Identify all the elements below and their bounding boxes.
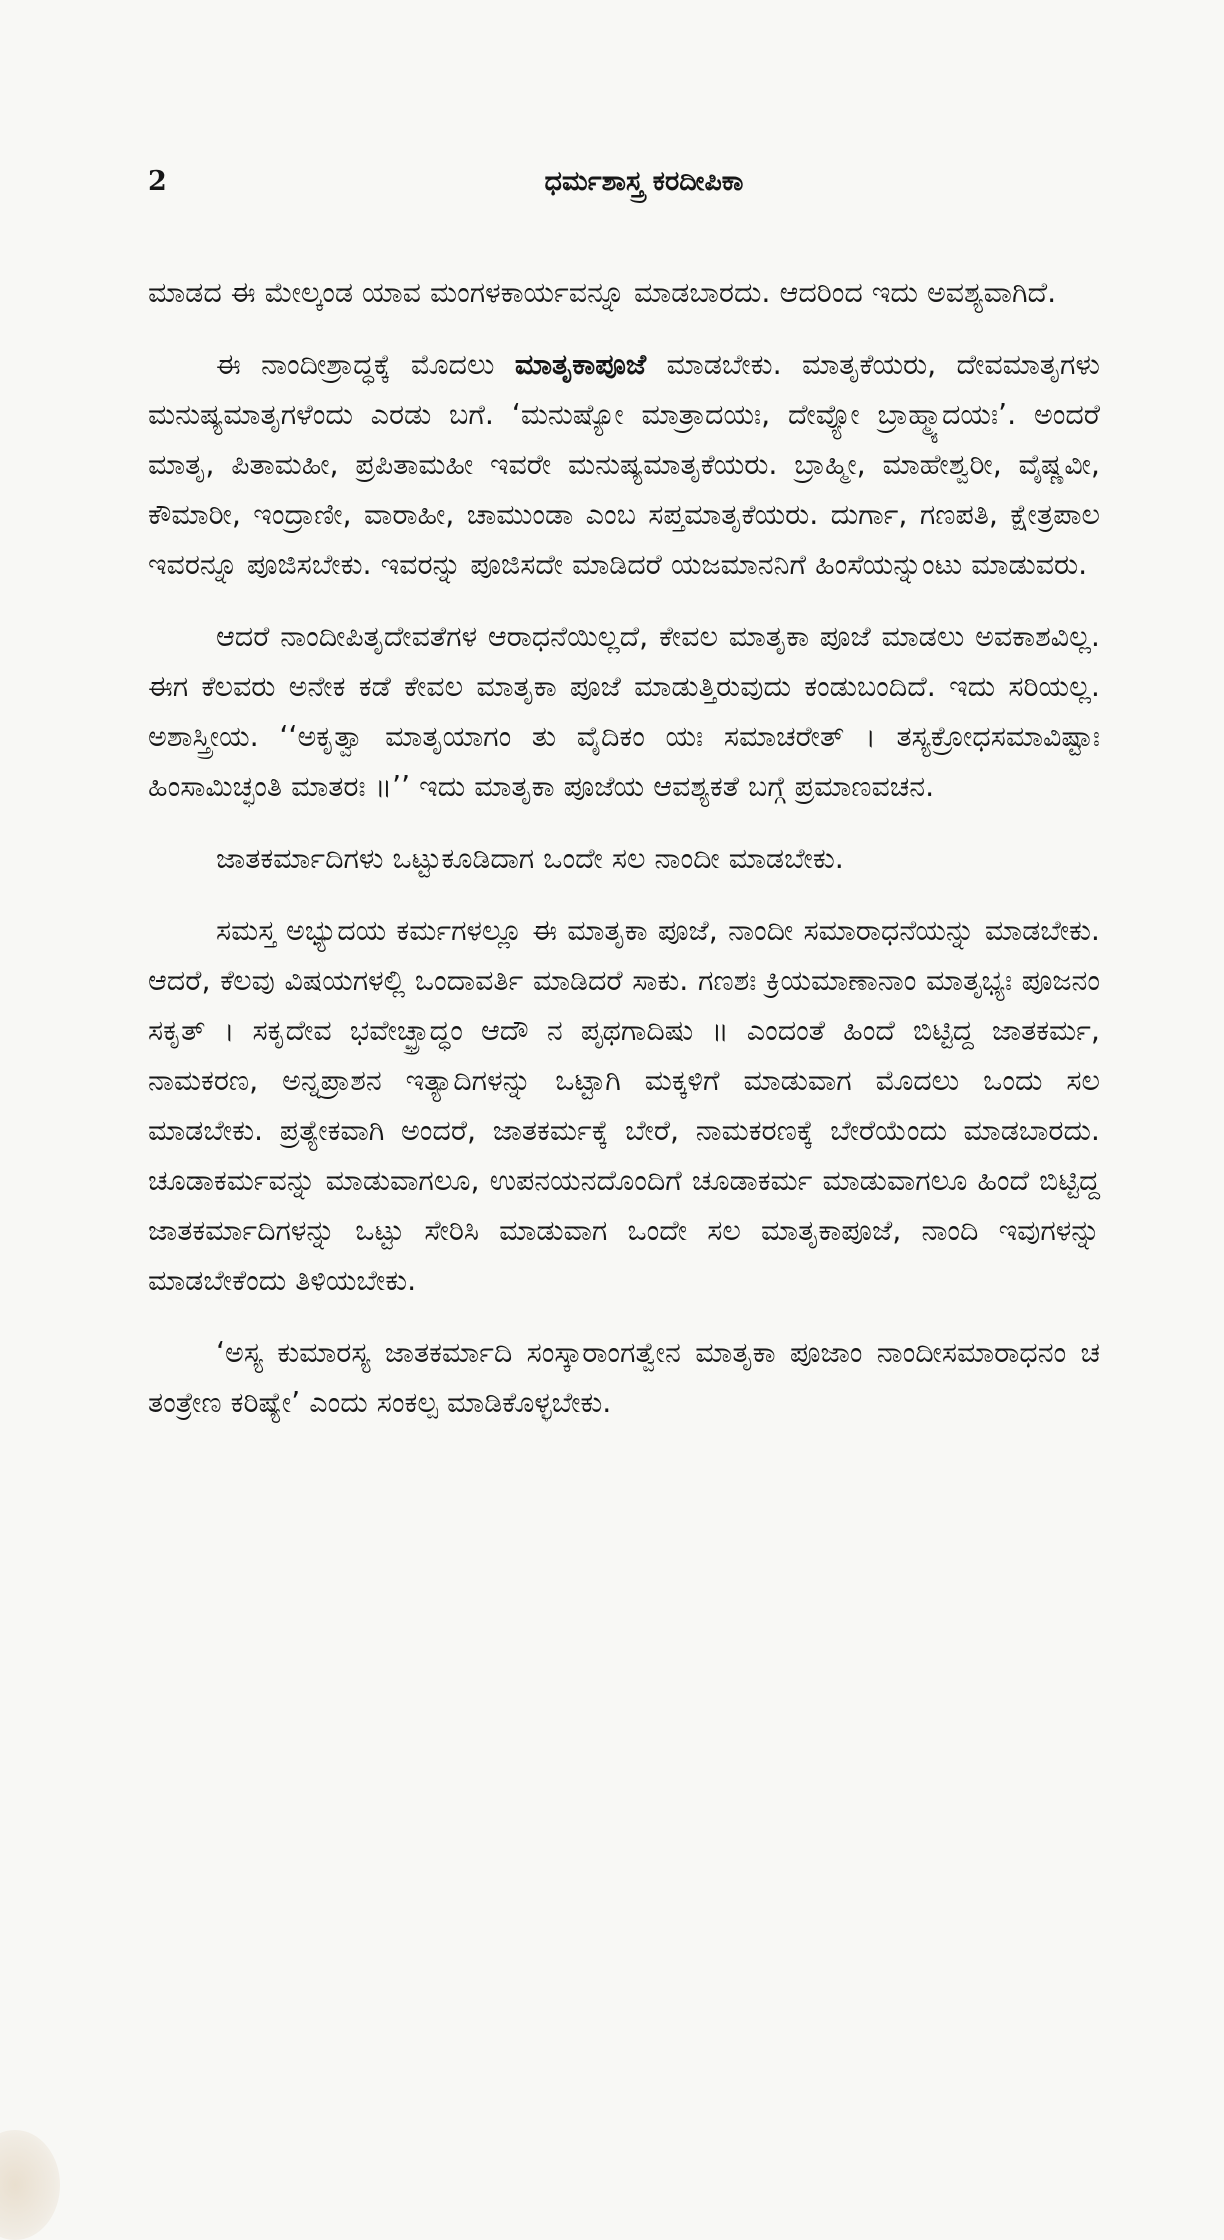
paragraph-sankalpa: ‘ಅಸ್ಯ ಕುಮಾರಸ್ಯ ಜಾತಕರ್ಮಾದಿ ಸಂಸ್ಕಾರಾಂಗತ್ವೇನ ಮಾತೃಕಾ ಪೂಜಾಂ ನಾಂದೀಸಮಾರಾಧನಂ ಚ ತಂತ್ರೇಣ ಕರಿಷ್ಯೇ’ ಎಂದು ಸಂಕಲ್ಪ ಮಾಡಿಕೊಳ್ಳಬೇಕು. xyxy=(148,1336,1100,1419)
paragraph-jatakarma: ಜಾತಕರ್ಮಾದಿಗಳು ಒಟ್ಟುಕೂಡಿದಾಗ ಒಂದೇ ಸಲ ನಾಂದೀ ಮಾಡಬೇಕು. xyxy=(216,842,844,875)
page-header xyxy=(148,166,1100,210)
paragraph-continuation: ಮಾಡದ ಈ ಮೇಲ್ಕಂಡ ಯಾವ ಮಂಗಳಕಾರ್ಯವನ್ನೂ ಮಾಡಬಾರದು. ಆದರಿಂದ ಇದು ಅವಶ್ಯವಾಗಿದೆ. xyxy=(148,276,1057,309)
running-title: ಧರ್ಮಶಾಸ್ತ್ರ ಕರದೀಪಿಕಾ xyxy=(544,166,744,197)
paragraph-nandi-worship: ಆದರೆ ನಾಂದೀಪಿತೃದೇವತೆಗಳ ಆರಾಧನೆಯಿಲ್ಲದೆ, ಕೇವಲ ಮಾತೃಕಾ ಪೂಜೆ ಮಾಡಲು ಅವಕಾಶವಿಲ್ಲ. ಈಗ ಕೆಲವರು ಅನೇಕ ಕಡೆ ಕೇವಲ ಮಾತೃಕಾ ಪೂಜೆ ಮಾಡುತ್ತಿರುವುದು ಕಂಡುಬಂದಿದೆ. ಇದು ಸರಿಯಲ್ಲ. ಅಶಾಸ್ತ್ರೀಯ. ‘‘ಅಕೃತ್ವಾ ಮಾತೃಯಾಗಂ ತು ವೈದಿಕಂ ಯಃ ಸಮಾಚರೇತ್ । ತಸ್ಯಕ್ರೋಧಸಮಾವಿಷ್ಟಾಃ ಹಿಂಸಾಮಿಚ್ಛಂತಿ ಮಾತರಃ ॥’’ ಇದು ಮಾತೃಕಾ ಪೂಜೆಯ ಆವಶ್ಯಕತೆ ಬಗ್ಗೆ ಪ್ರಮಾಣವಚನ. xyxy=(148,620,1100,803)
page-body xyxy=(148,268,1100,1450)
paragraph-text-after: ಮಾಡಬೇಕು. ಮಾತೃಕೆಯರು, ದೇವಮಾತೃಗಳು ಮನುಷ್ಯಮಾತೃಗಳೆಂದು ಎರಡು ಬಗೆ. ‘ಮನುಷ್ಯೋ ಮಾತ್ರಾದಯಃ, ದೇವ್ಯೋ ಬ್ರಾಹ್ಮ್ಯಾದಯಃ’. ಅಂದರೆ ಮಾತೃ, ಪಿತಾಮಹೀ, ಪ್ರಪಿತಾಮಹೀ ಇವರೇ ಮನುಷ್ಯಮಾತೃಕೆಯರು. ಬ್ರಾಹ್ಮೀ, ಮಾಹೇಶ್ವರೀ, ವೈಷ್ಣವೀ, ಕೌಮಾರೀ, ಇಂದ್ರಾಣೀ, ವಾರಾಹೀ, ಚಾಮುಂಡಾ ಎಂಬ ಸಪ್ತಮಾತೃಕೆಯರು. ದುರ್ಗಾ, ಗಣಪತಿ, ಕ್ಷೇತ್ರಪಾಲ ಇವರನ್ನೂ ಪೂಜಿಸಬೇಕು. ಇವರನ್ನು ಪೂಜಿಸದೇ ಮಾಡಿದರೆ ಯಜಮಾನನಿಗೆ ಹಿಂಸೆಯನ್ನುಂಟು ಮಾಡುವರು. xyxy=(148,348,1100,581)
paragraph-matrika-puja xyxy=(148,340,1100,590)
paragraph-text-before: ಈ ನಾಂದೀಶ್ರಾದ್ಧಕ್ಕೆ ಮೊದಲು xyxy=(216,348,515,381)
page-number: 2 xyxy=(148,166,167,197)
paragraph-abhyudaya: ಸಮಸ್ತ ಅಭ್ಯುದಯ ಕರ್ಮಗಳಲ್ಲೂ ಈ ಮಾತೃಕಾ ಪೂಜೆ, ನಾಂದೀ ಸಮಾರಾಧನೆಯನ್ನು ಮಾಡಬೇಕು. ಆದರೆ, ಕೆಲವು ವಿಷಯಗಳಲ್ಲಿ ಒಂದಾವರ್ತಿ ಮಾಡಿದರೆ ಸಾಕು. ಗಣಶಃ ಕ್ರಿಯಮಾಣಾನಾಂ ಮಾತೃಭ್ಯಃ ಪೂಜನಂ ಸಕೃತ್ । ಸಕೃದೇವ ಭವೇಚ್ಛ್ರಾದ್ಧಂ ಆದೌ ನ ಪೃಥಗಾದಿಷು ॥ ಎಂದಂತೆ ಹಿಂದೆ ಬಿಟ್ಟಿದ್ದ ಜಾತಕರ್ಮ, ನಾಮಕರಣ, ಅನ್ನಪ್ರಾಶನ ಇತ್ಯಾದಿಗಳನ್ನು ಒಟ್ಟಾಗಿ ಮಕ್ಕಳಿಗೆ ಮಾಡುವಾಗ ಮೊದಲು ಒಂದು ಸಲ ಮಾಡಬೇಕು. ಪ್ರತ್ಯೇಕವಾಗಿ ಅಂದರೆ, ಜಾತಕರ್ಮಕ್ಕೆ ಬೇರೆ, ನಾಮಕರಣಕ್ಕೆ ಬೇರೆಯೆಂದು ಮಾಡಬಾರದು. ಚೂಡಾಕರ್ಮವನ್ನು ಮಾಡುವಾಗಲೂ, ಉಪನಯನದೊಂದಿಗೆ ಚೂಡಾಕರ್ಮ ಮಾಡುವಾಗಲೂ ಹಿಂದೆ ಬಿಟ್ಟಿದ್ದ ಜಾತಕರ್ಮಾದಿಗಳನ್ನು ಒಟ್ಟು ಸೇರಿಸಿ ಮಾಡುವಾಗ ಒಂದೇ ಸಲ ಮಾತೃಕಾಪೂಜೆ, ನಾಂದಿ ಇವುಗಳನ್ನು ಮಾಡಬೇಕೆಂದು ತಿಳಿಯಬೇಕು. xyxy=(148,914,1100,1297)
bold-term: ಮಾತೃಕಾಪೂಜೆ xyxy=(514,348,647,381)
page-corner-stain xyxy=(0,2130,60,2240)
